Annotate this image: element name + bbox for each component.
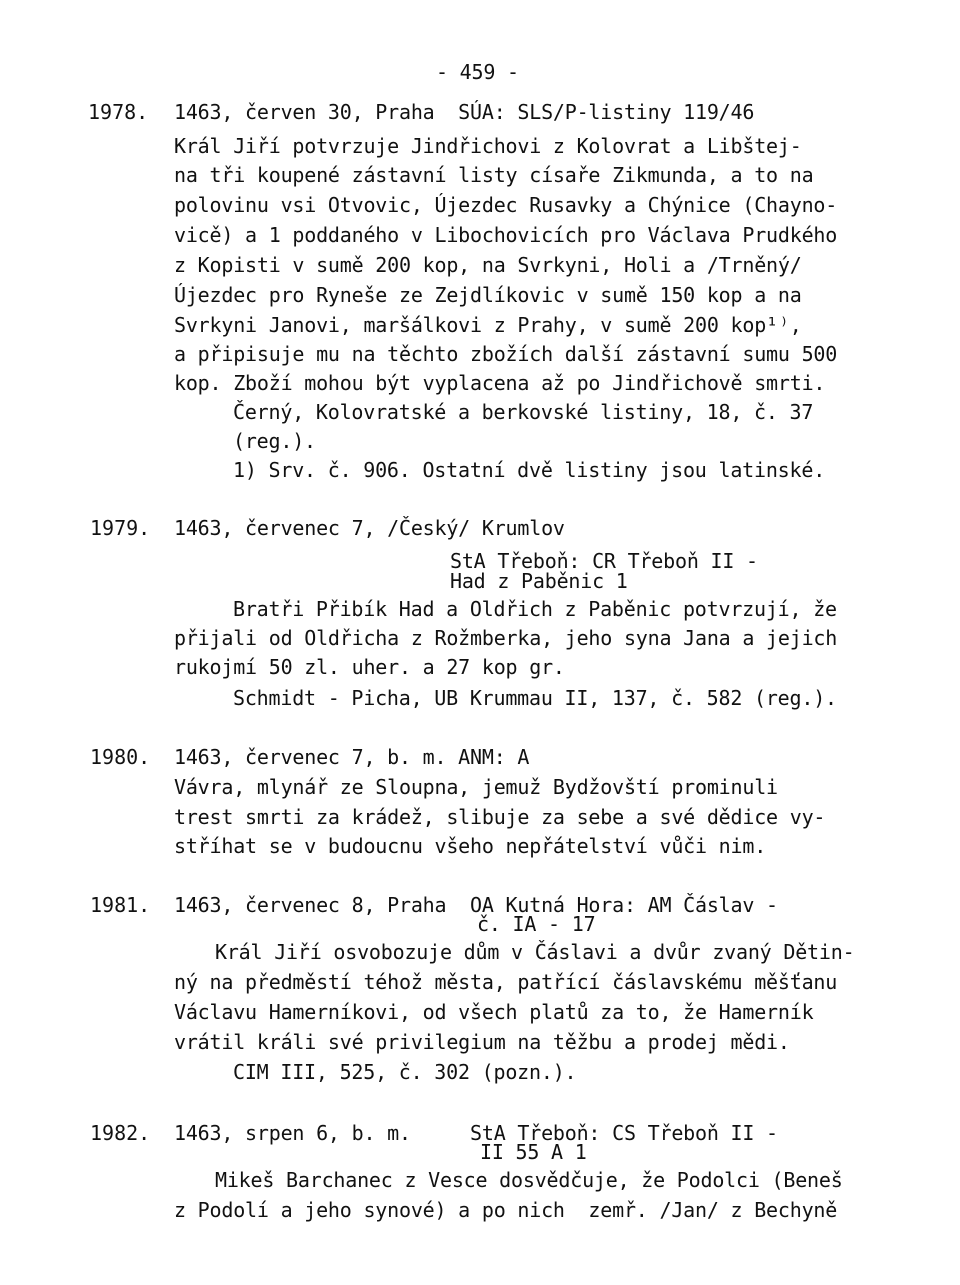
body-line: Václavu Hamerníkovi, od všech platů za to, že Hamerník <box>174 1000 814 1024</box>
body-line: vicě) a 1 poddaného v Libochovicích pro Václava Prudkého <box>174 223 838 247</box>
entry-header: 1463, červenec 7, /Český/ Krumlov <box>174 516 565 540</box>
body-line: Král Jiří potvrzuje Jindřichovi z Kolovrat a Libštej- <box>174 134 802 158</box>
body-line: kop. Zboží mohou být vyplacena až po Jindřichově smrti. <box>174 371 826 395</box>
body-line: Vávra, mlynář ze Sloupna, jemuž Bydžovští prominuli <box>174 775 778 799</box>
body-line: z Kopisti v sumě 200 kop, na Svrkyni, Holi a /Trněný/ <box>174 253 802 277</box>
body-line: Svrkyni Janovi, maršálkovi z Prahy, v sumě 200 kop¹⁾, <box>174 313 802 337</box>
body-line: ný na předměstí téhož města, patřící čáslavskému měšťanu <box>174 970 838 994</box>
body-line: Újezdec pro Ryneše ze Zejdlíkovic v sumě 150 kop a na <box>174 283 802 307</box>
body-line: trest smrti za krádež, slibuje za sebe a své dědice vy- <box>174 805 826 829</box>
footnote-line: 1) Srv. č. 906. Ostatní dvě listiny jsou latinské. <box>233 458 826 482</box>
entry-number: 1981. <box>90 893 151 917</box>
body-line: přijali od Oldřicha z Rožmberka, jeho syna Jana a jejich <box>174 626 838 650</box>
entry-number: 1979. <box>90 516 151 540</box>
entry-header: 1463, srpen 6, b. m. StA Třeboň: CS Třeboň II - <box>174 1121 778 1145</box>
archive-line: Had z Paběnic 1 <box>450 569 628 593</box>
body-line: rukojmí 50 zl. uher. a 27 kop gr. <box>174 655 565 679</box>
reference-line: Schmidt - Picha, UB Krummau II, 137, č. 582 (reg.). <box>233 686 837 710</box>
reference-line: CIM III, 525, č. 302 (pozn.). <box>233 1060 577 1084</box>
body-line: polovinu vsi Otvovic, Újezdec Rusavky a Chýnice (Chayno- <box>174 193 838 217</box>
entry-header: 1463, červenec 8, Praha OA Kutná Hora: AM Čáslav - <box>174 893 778 917</box>
body-line: z Podolí a jeho synové) a po nich zemř. /Jan/ z Bechyně <box>174 1198 838 1222</box>
archive-line: StA Třeboň: CR Třeboň II - <box>450 549 758 573</box>
body-line: stříhat se v budoucnu všeho nepřátelství vůči nim. <box>174 834 767 858</box>
entry-header: 1463, červenec 7, b. m. ANM: A <box>174 745 530 769</box>
body-line: na tři koupené zástavní listy císaře Zikmunda, a to na <box>174 163 814 187</box>
reference-line: Černý, Kolovratské a berkovské listiny, 18, č. 37 <box>233 400 814 424</box>
page-number: - 459 - <box>436 60 519 84</box>
reference-line: (reg.). <box>233 429 316 453</box>
archive-line: č. IA - 17 <box>477 912 596 936</box>
archive-line: II 55 A 1 <box>480 1140 587 1164</box>
entry-number: 1978. <box>88 100 149 124</box>
entry-number: 1982. <box>90 1121 151 1145</box>
entry-header: 1463, červen 30, Praha SÚA: SLS/P-listiny 119/46 <box>174 100 755 124</box>
body-line: a připisuje mu na těchto zbožích další zástavní sumu 500 <box>174 342 838 366</box>
entry-number: 1980. <box>90 745 151 769</box>
body-line: vrátil králi své privilegium na těžbu a prodej mědi. <box>174 1030 790 1054</box>
body-line: Král Jiří osvobozuje dům v Čáslavi a dvůr zvaný Dětin- <box>215 940 855 964</box>
body-line: Bratři Přibík Had a Oldřich z Paběnic potvrzují, že <box>233 597 837 621</box>
body-line: Mikeš Barchanec z Vesce dosvědčuje, že Podolci (Beneš <box>215 1168 843 1192</box>
